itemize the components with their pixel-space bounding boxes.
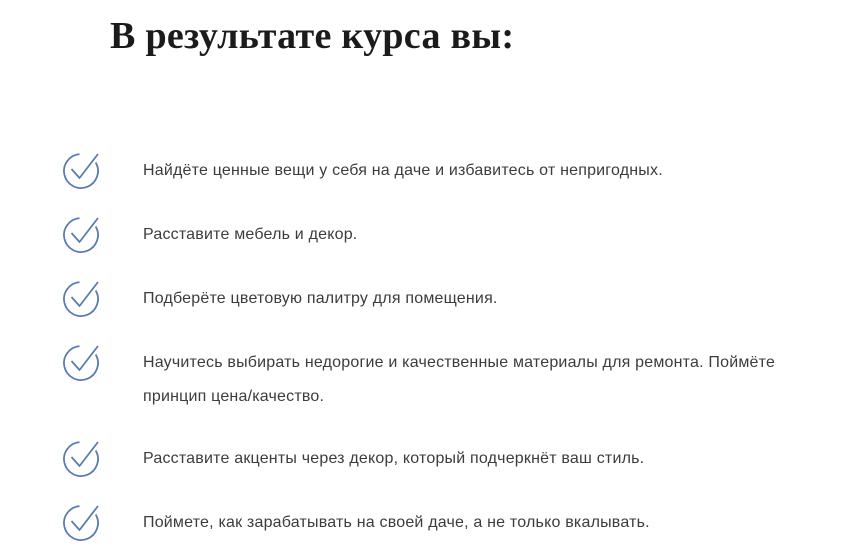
- check-circle-icon: [60, 208, 106, 254]
- check-circle-icon: [60, 432, 106, 478]
- benefits-list: [60, 144, 775, 560]
- benefit-text: Найдёте ценные вещи у себя на даче и избавитесь от непригодных.: [143, 162, 663, 179]
- check-circle-icon: [60, 336, 106, 382]
- list-item: [60, 496, 775, 542]
- page-title: В результате курса вы:: [110, 15, 515, 57]
- benefit-text: Подберёте цветовую палитру для помещения.: [143, 290, 498, 307]
- list-item: [60, 336, 775, 414]
- list-item: [60, 432, 775, 478]
- list-item: [60, 208, 775, 254]
- check-circle-icon: [60, 144, 106, 190]
- benefit-text: Поймете, как зарабатывать на своей даче, а не только вкалывать.: [143, 514, 650, 531]
- benefit-text: Расставите мебель и декор.: [143, 226, 358, 243]
- list-item: [60, 272, 775, 318]
- check-circle-icon: [60, 272, 106, 318]
- list-item: [60, 144, 775, 190]
- benefit-text: Расставите акценты через декор, который подчеркнёт ваш стиль.: [143, 450, 645, 467]
- benefit-text: Научитесь выбирать недорогие и качественные материалы для ремонта. Поймёте принцип цена/качество.: [143, 354, 776, 405]
- check-circle-icon: [60, 496, 106, 542]
